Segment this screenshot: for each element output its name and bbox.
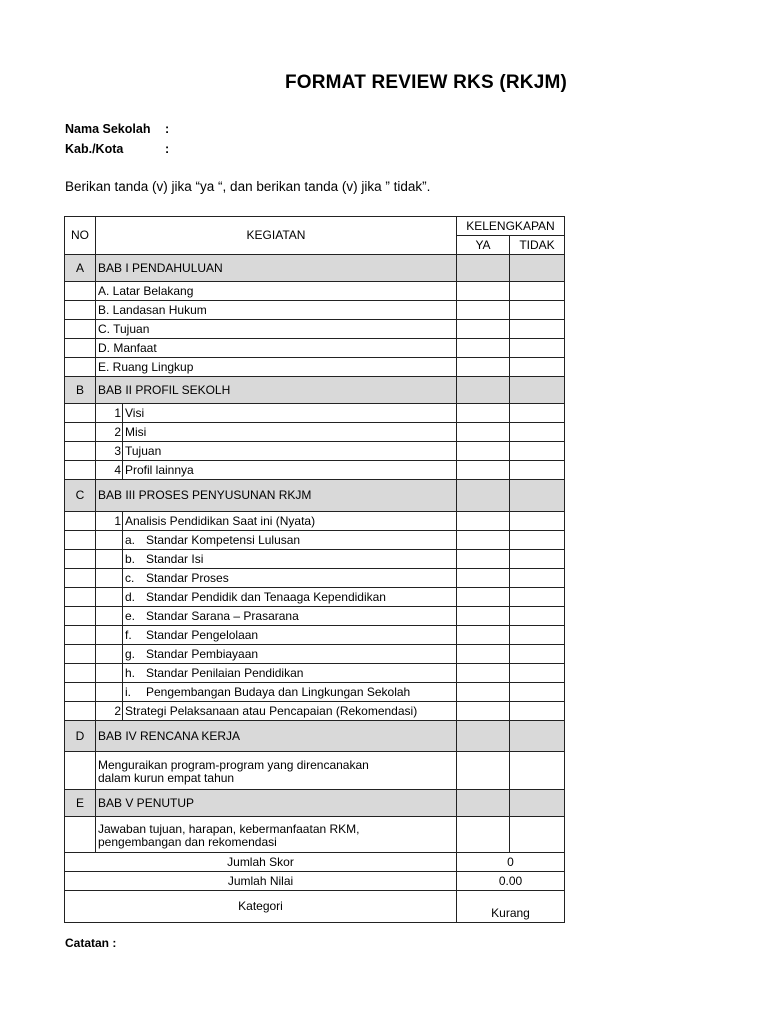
- check-tidak-cell[interactable]: [510, 512, 565, 531]
- check-tidak-cell[interactable]: [510, 790, 565, 817]
- check-ya-cell[interactable]: [457, 702, 510, 721]
- section-no: D: [65, 721, 96, 752]
- section-title: BAB I PENDAHULUAN: [96, 255, 457, 282]
- table-row: [65, 645, 565, 664]
- item-description: [96, 752, 457, 790]
- section-no: E: [65, 790, 96, 817]
- sub-letter: c.: [125, 570, 135, 585]
- check-tidak-cell[interactable]: [510, 817, 565, 853]
- header-kegiatan: KEGIATAN: [96, 217, 457, 255]
- section-no: A: [65, 255, 96, 282]
- table-row: [65, 358, 565, 377]
- item-label: Tujuan: [123, 442, 457, 461]
- item-number: 2: [96, 702, 123, 721]
- check-ya-cell[interactable]: [457, 664, 510, 683]
- item-label: Strategi Pelaksanaan atau Pencapaian (Rekomendasi): [123, 702, 457, 721]
- sub-letter: b.: [125, 551, 136, 566]
- check-tidak-cell[interactable]: [510, 320, 565, 339]
- table-row: [65, 702, 565, 721]
- item-number: 1: [96, 404, 123, 423]
- description-line: pengembangan dan rekomendasi: [98, 834, 277, 849]
- notes-label: Catatan :: [65, 936, 117, 950]
- total-score-value: 0: [457, 853, 565, 872]
- check-ya-cell[interactable]: [457, 588, 510, 607]
- check-ya-cell[interactable]: [457, 752, 510, 790]
- header-kelengkapan: KELENGKAPAN: [457, 217, 565, 236]
- sub-letter: e.: [125, 608, 136, 623]
- item-number: 2: [96, 423, 123, 442]
- check-ya-cell[interactable]: [457, 607, 510, 626]
- table-row: [65, 461, 565, 480]
- item-label: Analisis Pendidikan Saat ini (Nyata): [123, 512, 457, 531]
- item-number: 1: [96, 512, 123, 531]
- header-ya: YA: [457, 236, 510, 255]
- sub-label: Standar Pendidik dan Tenaaga Kependidikan: [146, 589, 386, 604]
- header-tidak: TIDAK: [510, 236, 565, 255]
- table-row: [65, 588, 565, 607]
- description-line: Jawaban tujuan, harapan, kebermanfaatan RKM,: [98, 821, 360, 836]
- check-ya-cell[interactable]: [457, 358, 510, 377]
- sub-letter: f.: [125, 627, 132, 642]
- check-tidak-cell[interactable]: [510, 721, 565, 752]
- check-ya-cell[interactable]: [457, 645, 510, 664]
- review-table: [64, 216, 565, 923]
- category-value: Kurang: [457, 891, 565, 923]
- category-row: [65, 891, 565, 923]
- check-ya-cell[interactable]: [457, 461, 510, 480]
- item-label: D. Manfaat: [96, 339, 457, 358]
- total-value-label: Jumlah Nilai: [65, 872, 457, 891]
- table-row: [65, 404, 565, 423]
- school-name-label: Nama Sekolah: [65, 122, 151, 136]
- sub-label: Pengembangan Budaya dan Lingkungan Sekolah: [146, 684, 411, 699]
- sub-label: Standar Pembiayaan: [146, 646, 259, 661]
- total-value-value: 0.00: [457, 872, 565, 891]
- check-tidak-cell[interactable]: [510, 404, 565, 423]
- section-row-a: [65, 255, 565, 282]
- table-row: [65, 320, 565, 339]
- check-ya-cell[interactable]: [457, 683, 510, 702]
- section-title: BAB V PENUTUP: [96, 790, 457, 817]
- check-ya-cell[interactable]: [457, 626, 510, 645]
- check-tidak-cell[interactable]: [510, 752, 565, 790]
- section-row-c: [65, 480, 565, 512]
- table-row: [65, 531, 565, 550]
- check-ya-cell[interactable]: [457, 423, 510, 442]
- check-ya-cell[interactable]: [457, 550, 510, 569]
- section-row-d: [65, 721, 565, 752]
- check-tidak-cell[interactable]: [510, 569, 565, 588]
- section-no: C: [65, 480, 96, 512]
- section-row-b: [65, 377, 565, 404]
- sub-letter: d.: [125, 589, 136, 604]
- city-label: Kab./Kota: [65, 142, 124, 156]
- check-tidak-cell[interactable]: [510, 626, 565, 645]
- table-row: [65, 339, 565, 358]
- check-tidak-cell[interactable]: [510, 358, 565, 377]
- check-tidak-cell[interactable]: [510, 423, 565, 442]
- instruction-text: Berikan tanda (v) jika “ya “, dan berikan tanda (v) jika ” tidak”.: [65, 179, 431, 194]
- check-ya-cell[interactable]: [457, 569, 510, 588]
- section-title: BAB III PROSES PENYUSUNAN RKJM: [96, 480, 457, 512]
- check-ya-cell[interactable]: [457, 404, 510, 423]
- check-tidak-cell[interactable]: [510, 377, 565, 404]
- item-number: 4: [96, 461, 123, 480]
- check-tidak-cell[interactable]: [510, 607, 565, 626]
- check-ya-cell[interactable]: [457, 301, 510, 320]
- sub-letter: a.: [125, 532, 136, 547]
- table-row: [65, 683, 565, 702]
- table-row: [65, 442, 565, 461]
- check-ya-cell[interactable]: [457, 377, 510, 404]
- check-tidak-cell[interactable]: [510, 683, 565, 702]
- page-title: FORMAT REVIEW RKS (RKJM): [284, 72, 568, 93]
- sub-letter: h.: [125, 665, 136, 680]
- check-tidak-cell[interactable]: [510, 480, 565, 512]
- table-row: [65, 607, 565, 626]
- description-line: Menguraikan program-program yang direncanakan: [98, 757, 369, 772]
- check-tidak-cell[interactable]: [510, 645, 565, 664]
- sub-label: Standar Proses: [146, 570, 229, 585]
- section-no: B: [65, 377, 96, 404]
- sub-label: Standar Isi: [146, 551, 204, 566]
- sub-letter: g.: [125, 646, 136, 661]
- check-ya-cell[interactable]: [457, 721, 510, 752]
- check-tidak-cell[interactable]: [510, 702, 565, 721]
- sub-label: Standar Penilaian Pendidikan: [146, 665, 304, 680]
- item-label: B. Landasan Hukum: [96, 301, 457, 320]
- item-label: Misi: [123, 423, 457, 442]
- table-row: [65, 301, 565, 320]
- check-ya-cell[interactable]: [457, 320, 510, 339]
- item-label: A. Latar Belakang: [96, 282, 457, 301]
- table-row: [65, 752, 565, 790]
- check-ya-cell[interactable]: [457, 512, 510, 531]
- check-tidak-cell[interactable]: [510, 550, 565, 569]
- sub-letter: i.: [125, 684, 131, 699]
- section-row-e: [65, 790, 565, 817]
- check-ya-cell[interactable]: [457, 255, 510, 282]
- section-title: BAB IV RENCANA KERJA: [96, 721, 457, 752]
- total-score-label: Jumlah Skor: [65, 853, 457, 872]
- item-description: [96, 817, 457, 853]
- item-label: Visi: [123, 404, 457, 423]
- check-tidak-cell[interactable]: [510, 282, 565, 301]
- sub-label: Standar Pengelolaan: [146, 627, 259, 642]
- check-tidak-cell[interactable]: [510, 301, 565, 320]
- check-ya-cell[interactable]: [457, 480, 510, 512]
- check-tidak-cell[interactable]: [510, 255, 565, 282]
- item-label: C. Tujuan: [96, 320, 457, 339]
- header-no: NO: [65, 217, 96, 255]
- item-number: 3: [96, 442, 123, 461]
- city-separator: :: [165, 142, 170, 156]
- table-row: [65, 569, 565, 588]
- check-tidak-cell[interactable]: [510, 442, 565, 461]
- check-ya-cell[interactable]: [457, 531, 510, 550]
- table-row: [65, 423, 565, 442]
- table-row: [65, 282, 565, 301]
- check-ya-cell[interactable]: [457, 817, 510, 853]
- description-line: dalam kurun empat tahun: [98, 770, 235, 785]
- check-tidak-cell[interactable]: [510, 461, 565, 480]
- check-ya-cell[interactable]: [457, 790, 510, 817]
- table-row: [65, 817, 565, 853]
- table-row: [65, 512, 565, 531]
- check-tidak-cell[interactable]: [510, 588, 565, 607]
- item-label: E. Ruang Lingkup: [96, 358, 457, 377]
- check-tidak-cell[interactable]: [510, 664, 565, 683]
- total-value-row: [65, 872, 565, 891]
- sub-label: Standar Sarana – Prasarana: [146, 608, 299, 623]
- total-score-row: [65, 853, 565, 872]
- check-ya-cell[interactable]: [457, 339, 510, 358]
- check-ya-cell[interactable]: [457, 282, 510, 301]
- check-tidak-cell[interactable]: [510, 531, 565, 550]
- table-row: [65, 550, 565, 569]
- section-title: BAB II PROFIL SEKOLH: [96, 377, 457, 404]
- table-row: [65, 664, 565, 683]
- sub-label: Standar Kompetensi Lulusan: [146, 532, 301, 547]
- check-ya-cell[interactable]: [457, 442, 510, 461]
- meta-city: [65, 142, 169, 156]
- check-tidak-cell[interactable]: [510, 339, 565, 358]
- table-row: [65, 626, 565, 645]
- item-label: Profil lainnya: [123, 461, 457, 480]
- category-label: Kategori: [65, 891, 457, 923]
- meta-school-name: [65, 122, 169, 136]
- school-name-separator: :: [165, 122, 170, 136]
